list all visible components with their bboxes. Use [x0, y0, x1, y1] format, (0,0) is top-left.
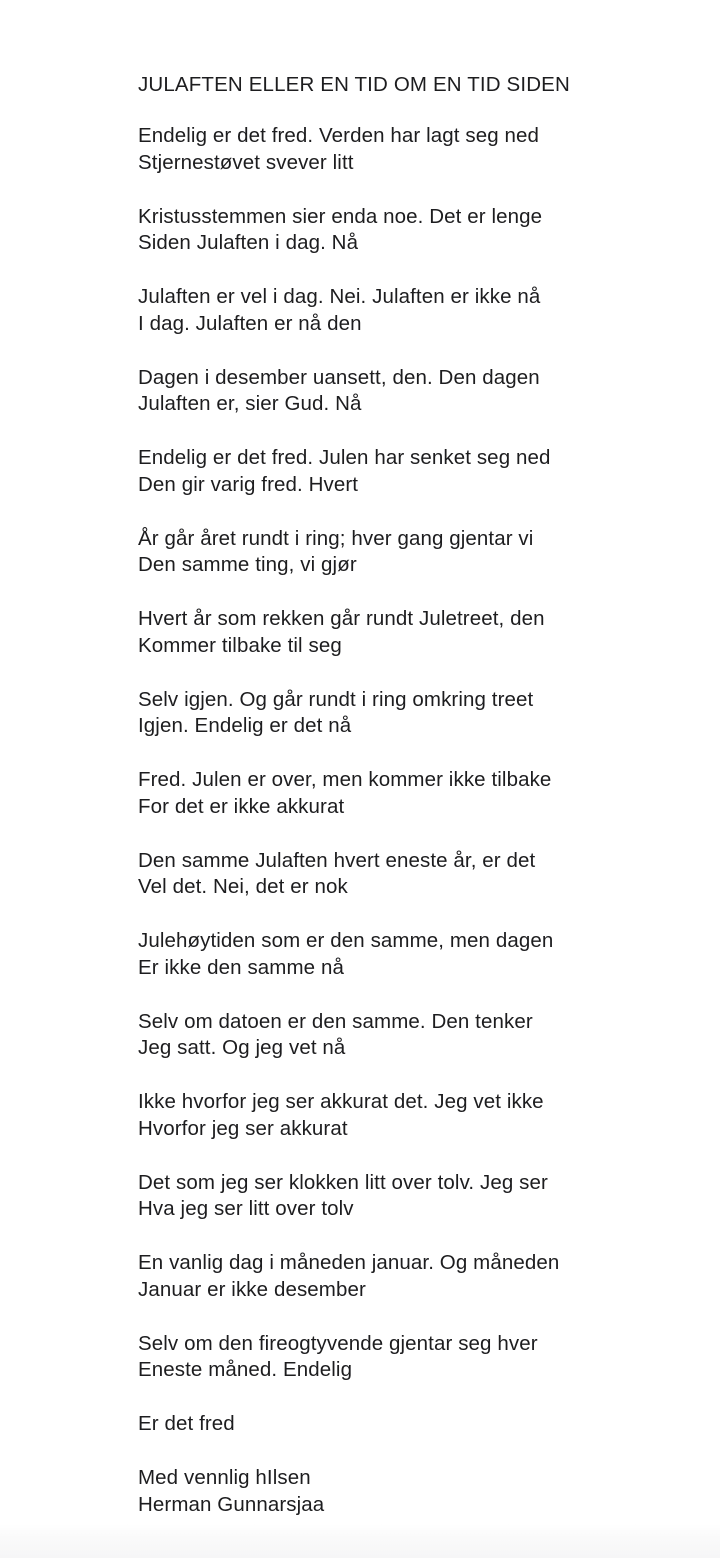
poem-stanza — [138, 606, 638, 659]
footer-band — [0, 1524, 720, 1558]
poem-line: Endelig er det fred. Verden har lagt seg ned — [138, 124, 540, 147]
poem-line: Januar er ikke desember — [138, 1277, 366, 1301]
poem-line: Hva jeg ser litt over tolv — [138, 1197, 354, 1220]
poem-line: For det er ikke akkurat — [138, 794, 345, 818]
poem-line: Den samme ting, vi gjør — [138, 553, 357, 576]
document-text-body — [138, 70, 638, 1518]
poem-line: Endelig er det fred. Julen har senket seg ned — [138, 446, 551, 469]
poem-line: Selv om datoen er den samme. Den tenker — [138, 1009, 533, 1033]
poem-stanza — [138, 1250, 638, 1303]
page-title: JULAFTEN ELLER EN TID OM EN TID SIDEN — [138, 73, 570, 96]
poem-line: År går året rundt i ring; hver gang gjentar vi — [138, 526, 534, 550]
poem-line: Kommer tilbake til seg — [138, 633, 342, 657]
poem-stanza — [138, 526, 638, 579]
poem-stanza — [138, 767, 638, 820]
poem-line: En vanlig dag i måneden januar. Og måneden — [138, 1251, 560, 1274]
poem-stanza — [138, 848, 638, 901]
poem-stanza — [138, 1411, 638, 1438]
poem-line: Hvorfor jeg ser akkurat — [138, 1116, 348, 1140]
poem-line: Siden Julaften i dag. Nå — [138, 231, 359, 254]
poem-line: I dag. Julaften er nå den — [138, 311, 362, 335]
poem-line: Fred. Julen er over, men kommer ikke tilbake — [138, 768, 552, 791]
poem-stanza — [138, 928, 638, 981]
poem-stanza — [138, 1465, 638, 1518]
poem-line: Julaften er vel i dag. Nei. Julaften er ikke nå — [138, 285, 541, 308]
poem-stanza — [138, 123, 638, 176]
poem-line: Herman Gunnarsjaa — [138, 1492, 325, 1516]
poem-stanza — [138, 365, 638, 418]
poem-stanza — [138, 1331, 638, 1384]
poem-line: Den samme Julaften hvert eneste år, er det — [138, 848, 536, 872]
poem-line: Selv om den fireogtyvende gjentar seg hver — [138, 1331, 538, 1355]
poem-line: Julaften er, sier Gud. Nå — [138, 392, 362, 415]
poem-line: Dagen i desember uansett, den. Den dagen — [138, 365, 540, 389]
poem-stanza-list — [138, 123, 638, 1518]
poem-line: Stjernestøvet svever litt — [138, 150, 354, 174]
poem-stanza — [138, 204, 638, 257]
poem-stanza — [138, 687, 638, 740]
poem-stanza — [138, 1170, 638, 1223]
poem-stanza — [138, 1089, 638, 1142]
poem-stanza — [138, 284, 638, 337]
poem-line: Det som jeg ser klokken litt over tolv. Jeg ser — [138, 1170, 548, 1194]
poem-line: Kristusstemmen sier enda noe. Det er lenge — [138, 204, 543, 228]
poem-line: Hvert år som rekken går rundt Juletreet, den — [138, 607, 545, 630]
poem-line: Er ikke den samme nå — [138, 955, 344, 979]
poem-line: Er det fred — [138, 1412, 235, 1435]
poem-line: Igjen. Endelig er det nå — [138, 714, 352, 737]
poem-line: Ikke hvorfor jeg ser akkurat det. Jeg vet ikke — [138, 1090, 544, 1113]
poem-line: Vel det. Nei, det er nok — [138, 875, 348, 898]
poem-stanza — [138, 1009, 638, 1062]
poem-line: Den gir varig fred. Hvert — [138, 472, 359, 496]
poem-line: Jeg satt. Og jeg vet nå — [138, 1036, 346, 1059]
poem-stanza — [138, 445, 638, 498]
poem-line: Med vennlig hIlsen — [138, 1466, 311, 1489]
poem-line: Julehøytiden som er den samme, men dagen — [138, 929, 554, 952]
poem-line: Eneste måned. Endelig — [138, 1358, 353, 1381]
poem-line: Selv igjen. Og går rundt i ring omkring treet — [138, 687, 534, 711]
